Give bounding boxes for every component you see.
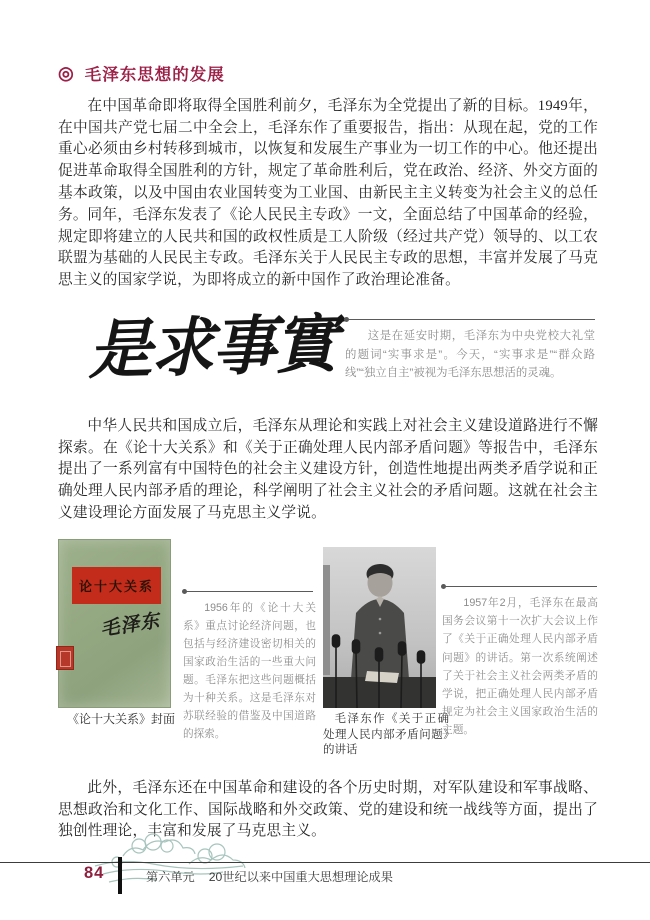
speech-note: 1957年2月，毛泽东在最高国务会议第十一次扩大会议上作了《关于正确处理人民内部矛盾问题》的讲话。第一次系统阐述了关于社会主义社会两类矛盾的学说，把正确处理人民内部矛盾规定为社会主义国家政治生活的主题。 [442,597,598,737]
double-circle-icon: ◎ [58,63,74,83]
calligraphy-note: 这是在延安时期，毛泽东为中央党校大礼堂的题词“实事求是”。今天，“实事求是”“群众路线”“独立自主”被视为毛泽东思想活的灵魂。 [345,330,595,380]
seek-truth-from-facts-calligraphy: 是求事實 [87,306,337,389]
note-divider-line [183,591,313,592]
unit-title: 20世纪以来中国重大思想理论成果 [208,870,393,884]
footer-rule [0,862,650,863]
book-caption: 《论十大关系》封面 [67,712,176,726]
page-number: 84 [84,864,105,882]
speech-photo-caption: 毛泽东作《关于正确处理人民内部矛盾问题》的讲话 [323,713,449,756]
paragraph-peoples-democratic-dictatorship: 同年，毛泽东发表了《论人民民主专政》一文，全面总结了中国革命的经验，规定即将建立的人民共和国的政权性质是工人阶级（经过共产党）领导的、以工农联盟为基础的人民民主专政。毛泽东关于人民民主专政的思想，丰富并发展了马克思主义的国家学说，为即将成立的新中国作了政治理论准备。 [58,207,598,289]
on-ten-major-relationships-book-cover [58,539,171,708]
note-divider-line [345,319,595,320]
library-stamp [56,646,74,670]
unit-label: 第六单元 [146,870,195,884]
footer-divider-bar [118,857,122,894]
paragraph-other-theories: 此外，毛泽东还在中国革命和建设的各个历史时期，对军队建设和军事战略、思想政治和文化工作、国际战略和外交政策、党的建设和统一战线等方面，提出了独创性理论，丰富和发展了马克思主义。 [58,780,598,840]
footer-unit-info [146,868,393,885]
book-note: 1956年的《论十大关系》重点讨论经济问题，也包括与经济建设密切相关的国家政治生活的一些重大问题。毛泽东把这些问题概括为十种关系。这是毛泽东对苏联经验的借鉴及中国道路的探索。 [183,602,316,740]
paragraph-socialist-construction: 中华人民共和国成立后，毛泽东从理论和实践上对社会主义建设道路进行不懈探索。在《论十大关系》和《关于正确处理人民内部矛盾问题》等报告中，毛泽东提出了一系列富有中国特色的社会主义建设方针，创造性地提出两类矛盾学说和正确处理人民内部矛盾的理论，科学阐明了社会主义社会的矛盾问题。这就在社会主义建设理论方面发展了马克思主义学说。 [58,418,598,521]
book-title-banner [72,567,161,604]
mao-speech-photo [323,547,436,708]
mao-signature: 毛泽东 [98,609,162,641]
section-heading [58,61,225,85]
book-title: 论十大关系 [78,579,154,594]
section-title: 毛泽东思想的发展 [84,66,225,84]
paragraph-1949-goal: 在中国革命即将取得全国胜利前夕，毛泽东为全党提出了新的目标。1949年，在中国共产党七届二中全会上，毛泽东作了重要报告，指出：从现在起，党的工作重心必须由乡村转移到城市，以恢复和发展生产事业为一切工作的中心。他还提出促进革命取得全国胜利的方针，规定了革命胜利后，党在政治、经济、外交方面的基本政策，以及中国由农业国转变为工业国、由新民主主义转变为社会主义的总任务。 [58,98,598,223]
note-divider-line [442,586,597,587]
